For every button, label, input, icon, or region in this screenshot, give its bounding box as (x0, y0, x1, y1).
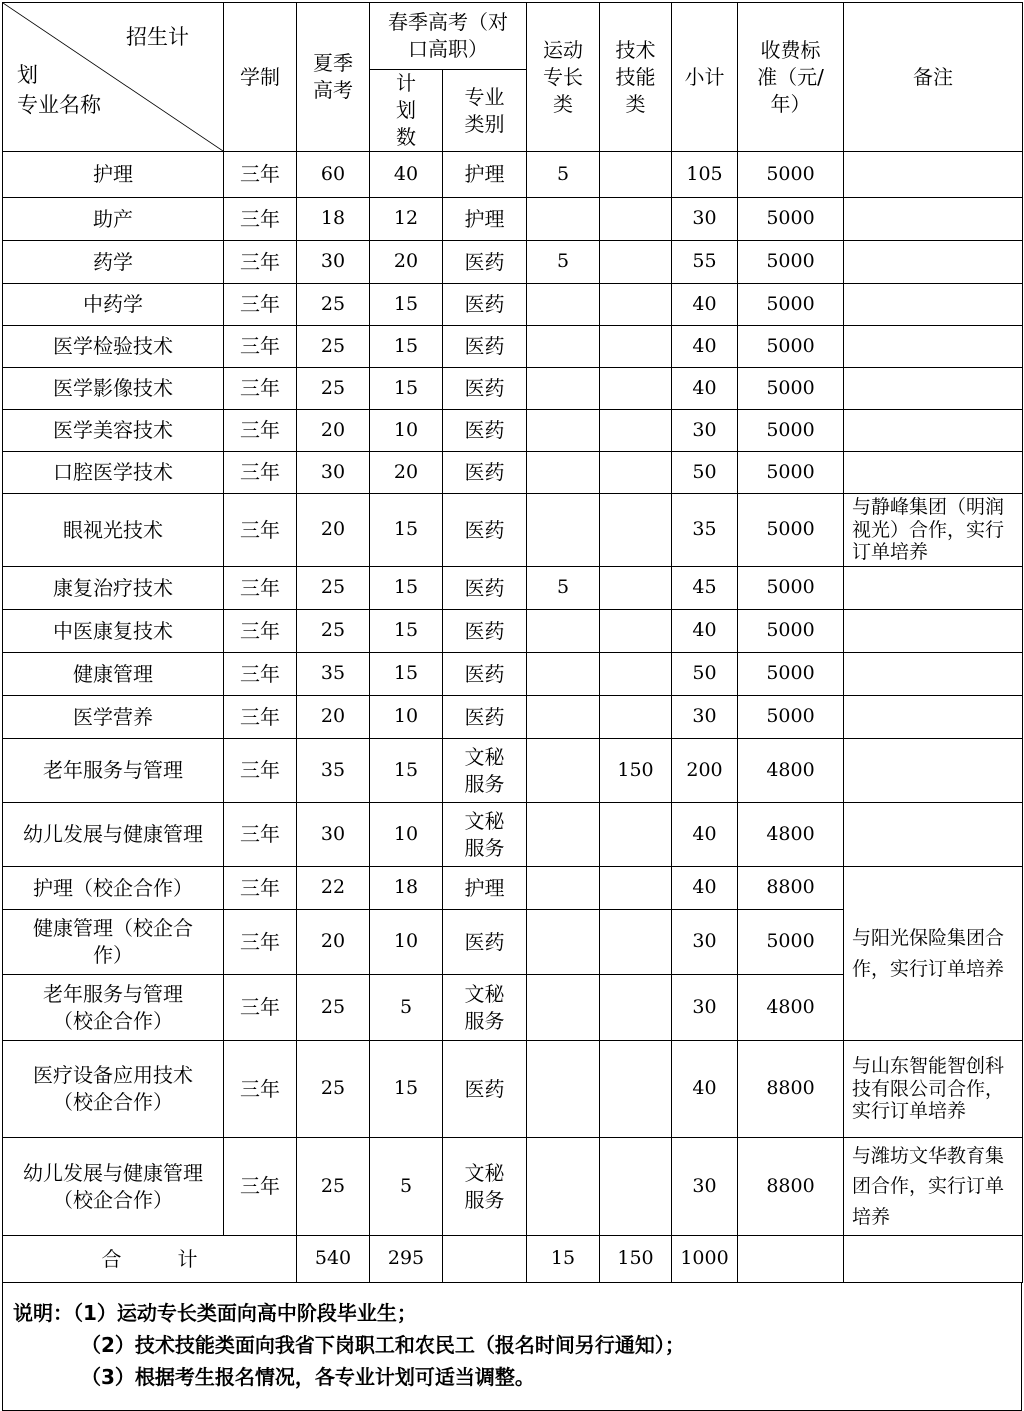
note-cell (844, 152, 1023, 198)
note-sunshine: 与阳光保险集团合作，实行订单培养 (844, 867, 1023, 1041)
sports-count (527, 198, 600, 241)
table-row (3, 739, 1023, 803)
major-name: 医学影像技术 (3, 368, 224, 410)
fee: 5000 (738, 653, 844, 696)
skills-count (600, 696, 672, 739)
subtotal: 40 (672, 803, 738, 867)
summer-count: 25 (297, 1138, 370, 1236)
duration: 三年 (224, 284, 297, 326)
summer-count: 18 (297, 198, 370, 241)
duration: 三年 (224, 610, 297, 653)
skills-count (600, 368, 672, 410)
major-name: 眼视光技术 (3, 494, 224, 567)
skills-count (600, 567, 672, 610)
subtotal: 50 (672, 653, 738, 696)
header-subtotal: 小计 (672, 3, 738, 152)
remark-line-3: （3）根据考生报名情况，各专业计划可适当调整。 (81, 1365, 535, 1389)
table-row (3, 368, 1023, 410)
fee: 5000 (738, 410, 844, 452)
major-name: 药学 (3, 241, 224, 284)
fee: 4800 (738, 975, 844, 1041)
table-row (3, 241, 1023, 284)
header-skills: 技术技能类 (600, 3, 672, 152)
fee: 5000 (738, 696, 844, 739)
summer-count: 25 (297, 368, 370, 410)
sports-count: 5 (527, 152, 600, 198)
major-name: 医疗设备应用技术（校企合作） (3, 1041, 224, 1138)
sports-count (527, 910, 600, 975)
sports-count (527, 1138, 600, 1236)
fee: 5000 (738, 494, 844, 567)
subtotal: 35 (672, 494, 738, 567)
table-row (3, 567, 1023, 610)
major-name: 口腔医学技术 (3, 452, 224, 494)
skills-count (600, 152, 672, 198)
skills-count (600, 326, 672, 368)
spring-count: 20 (370, 452, 443, 494)
subtotal: 40 (672, 284, 738, 326)
category: 医药 (443, 653, 527, 696)
note-cell (844, 739, 1023, 803)
duration: 三年 (224, 241, 297, 284)
skills-count (600, 410, 672, 452)
summer-count: 20 (297, 696, 370, 739)
remark-line-2: （2）技术技能类面向我省下岗职工和农民工（报名时间另行通知）； (81, 1333, 685, 1357)
subtotal: 30 (672, 975, 738, 1041)
category: 文秘服务 (443, 975, 527, 1041)
major-name: 中药学 (3, 284, 224, 326)
skills-count (600, 241, 672, 284)
note-cell (844, 241, 1023, 284)
category: 医药 (443, 1041, 527, 1138)
category: 医药 (443, 410, 527, 452)
spring-count: 10 (370, 410, 443, 452)
duration: 三年 (224, 494, 297, 567)
summer-count: 25 (297, 975, 370, 1041)
header-plan-label: 招生计 (126, 25, 189, 49)
header-plan-label-cont: 划 (17, 63, 38, 87)
sports-count (527, 368, 600, 410)
skills-count (600, 494, 672, 567)
spring-count: 15 (370, 284, 443, 326)
note-shandong: 与山东智能智创科技有限公司合作，实行订单培养 (844, 1041, 1023, 1138)
duration: 三年 (224, 326, 297, 368)
enrollment-plan-sheet (2, 2, 1022, 1389)
sports-count (527, 653, 600, 696)
note-eye-optics: 与静峰集团（明润视光）合作，实行订单培养 (844, 494, 1023, 567)
spring-count: 15 (370, 739, 443, 803)
subtotal: 105 (672, 152, 738, 198)
category: 文秘服务 (443, 739, 527, 803)
subtotal: 40 (672, 368, 738, 410)
note-cell (844, 696, 1023, 739)
table-row (3, 803, 1023, 867)
spring-count: 15 (370, 567, 443, 610)
fee: 4800 (738, 739, 844, 803)
duration: 三年 (224, 152, 297, 198)
major-name: 老年服务与管理 (3, 739, 224, 803)
sports-count (527, 739, 600, 803)
major-name: 幼儿发展与健康管理（校企合作） (3, 1138, 224, 1236)
header-duration: 学制 (224, 3, 297, 152)
spring-count: 15 (370, 494, 443, 567)
total-label-right: 计 (177, 1246, 198, 1271)
skills-count (600, 284, 672, 326)
subtotal: 30 (672, 696, 738, 739)
total-summer: 540 (297, 1236, 370, 1283)
header-row-1 (3, 3, 1023, 70)
total-note (844, 1236, 1023, 1283)
category: 医药 (443, 567, 527, 610)
subtotal: 30 (672, 198, 738, 241)
spring-count: 10 (370, 910, 443, 975)
header-spring-category: 专业类别 (443, 70, 527, 152)
total-category (443, 1236, 527, 1283)
sports-count (527, 326, 600, 368)
skills-count (600, 803, 672, 867)
duration: 三年 (224, 410, 297, 452)
note-cell (844, 368, 1023, 410)
skills-count (600, 975, 672, 1041)
note-cell (844, 284, 1023, 326)
major-name: 健康管理 (3, 653, 224, 696)
summer-count: 20 (297, 910, 370, 975)
fee: 4800 (738, 803, 844, 867)
duration: 三年 (224, 803, 297, 867)
sports-count (527, 803, 600, 867)
sports-count: 5 (527, 241, 600, 284)
skills-count (600, 1138, 672, 1236)
fee: 5000 (738, 567, 844, 610)
summer-count: 25 (297, 610, 370, 653)
duration: 三年 (224, 1041, 297, 1138)
category: 文秘服务 (443, 1138, 527, 1236)
sports-count (527, 975, 600, 1041)
total-spring: 295 (370, 1236, 443, 1283)
duration: 三年 (224, 567, 297, 610)
fee: 5000 (738, 326, 844, 368)
sports-count (527, 696, 600, 739)
table-row (3, 653, 1023, 696)
subtotal: 40 (672, 1041, 738, 1138)
total-label (3, 1236, 297, 1283)
table-row (3, 1138, 1023, 1236)
subtotal: 40 (672, 867, 738, 910)
remarks-box (2, 1283, 1022, 1411)
summer-count: 60 (297, 152, 370, 198)
header-note: 备注 (844, 3, 1023, 152)
duration: 三年 (224, 1138, 297, 1236)
spring-count: 15 (370, 1041, 443, 1138)
total-fee (738, 1236, 844, 1283)
subtotal: 55 (672, 241, 738, 284)
note-cell (844, 452, 1023, 494)
skills-count (600, 910, 672, 975)
subtotal: 30 (672, 410, 738, 452)
category: 护理 (443, 152, 527, 198)
fee: 5000 (738, 198, 844, 241)
summer-count: 20 (297, 410, 370, 452)
category: 医药 (443, 326, 527, 368)
duration: 三年 (224, 198, 297, 241)
major-name: 中医康复技术 (3, 610, 224, 653)
summer-count: 20 (297, 494, 370, 567)
spring-count: 20 (370, 241, 443, 284)
fee: 8800 (738, 1041, 844, 1138)
sports-count: 5 (527, 567, 600, 610)
category: 医药 (443, 696, 527, 739)
major-name: 康复治疗技术 (3, 567, 224, 610)
spring-count: 5 (370, 1138, 443, 1236)
subtotal: 200 (672, 739, 738, 803)
major-name: 健康管理（校企合作） (3, 910, 224, 975)
category: 医药 (443, 241, 527, 284)
table-row (3, 867, 1023, 910)
fee: 8800 (738, 867, 844, 910)
note-cell (844, 198, 1023, 241)
table-row (3, 326, 1023, 368)
category: 医药 (443, 494, 527, 567)
sports-count (527, 494, 600, 567)
sports-count (527, 452, 600, 494)
table-row (3, 198, 1023, 241)
table-row (3, 610, 1023, 653)
category: 医药 (443, 284, 527, 326)
summer-count: 25 (297, 1041, 370, 1138)
subtotal: 30 (672, 910, 738, 975)
skills-count (600, 610, 672, 653)
major-name: 医学营养 (3, 696, 224, 739)
table-row (3, 410, 1023, 452)
spring-count: 5 (370, 975, 443, 1041)
category: 文秘服务 (443, 803, 527, 867)
summer-count: 25 (297, 284, 370, 326)
sports-count (527, 410, 600, 452)
subtotal: 40 (672, 326, 738, 368)
subtotal: 40 (672, 610, 738, 653)
duration: 三年 (224, 975, 297, 1041)
skills-count (600, 452, 672, 494)
remark-line-1: 说明：（1）运动专长类面向高中阶段毕业生； (13, 1301, 417, 1325)
category: 医药 (443, 610, 527, 653)
duration: 三年 (224, 910, 297, 975)
note-cell (844, 326, 1023, 368)
skills-count (600, 867, 672, 910)
skills-count (600, 1041, 672, 1138)
spring-count: 15 (370, 653, 443, 696)
note-cell (844, 803, 1023, 867)
total-label-left: 合 (101, 1246, 122, 1271)
spring-count: 12 (370, 198, 443, 241)
fee: 5000 (738, 284, 844, 326)
duration: 三年 (224, 867, 297, 910)
header-sports: 运动专长类 (527, 3, 600, 152)
table-row (3, 1041, 1023, 1138)
category: 医药 (443, 368, 527, 410)
total-row (3, 1236, 1023, 1283)
major-name: 医学检验技术 (3, 326, 224, 368)
table-row (3, 494, 1023, 567)
spring-count: 10 (370, 696, 443, 739)
skills-count (600, 653, 672, 696)
sports-count (527, 867, 600, 910)
category: 护理 (443, 867, 527, 910)
header-summer-exam: 夏季高考 (297, 3, 370, 152)
subtotal: 45 (672, 567, 738, 610)
note-cell (844, 410, 1023, 452)
major-name: 护理 (3, 152, 224, 198)
spring-count: 15 (370, 326, 443, 368)
total-skills: 150 (600, 1236, 672, 1283)
note-cell (844, 653, 1023, 696)
summer-count: 30 (297, 452, 370, 494)
enrollment-plan-table (2, 2, 1023, 1283)
fee: 5000 (738, 610, 844, 653)
diagonal-header-cell (3, 3, 224, 152)
note-cell (844, 567, 1023, 610)
sports-count (527, 284, 600, 326)
sports-count (527, 1041, 600, 1138)
subtotal: 50 (672, 452, 738, 494)
spring-count: 18 (370, 867, 443, 910)
summer-count: 22 (297, 867, 370, 910)
spring-count: 15 (370, 610, 443, 653)
fee: 8800 (738, 1138, 844, 1236)
skills-count (600, 198, 672, 241)
duration: 三年 (224, 653, 297, 696)
fee: 5000 (738, 152, 844, 198)
fee: 5000 (738, 910, 844, 975)
fee: 5000 (738, 452, 844, 494)
table-row (3, 152, 1023, 198)
major-name: 医学美容技术 (3, 410, 224, 452)
summer-count: 30 (297, 241, 370, 284)
fee: 5000 (738, 241, 844, 284)
category: 医药 (443, 452, 527, 494)
summer-count: 25 (297, 567, 370, 610)
spring-count: 10 (370, 803, 443, 867)
major-name: 护理（校企合作） (3, 867, 224, 910)
table-row (3, 284, 1023, 326)
spring-count: 40 (370, 152, 443, 198)
header-major-name: 专业名称 (17, 93, 101, 117)
duration: 三年 (224, 696, 297, 739)
total-subtotal: 1000 (672, 1236, 738, 1283)
major-name: 老年服务与管理（校企合作） (3, 975, 224, 1041)
summer-count: 30 (297, 803, 370, 867)
spring-count: 15 (370, 368, 443, 410)
header-fee: 收费标准（元/年） (738, 3, 844, 152)
note-cell (844, 610, 1023, 653)
sports-count (527, 610, 600, 653)
header-spring-plan: 计划数 (370, 70, 443, 152)
note-weifang: 与潍坊文华教育集团合作，实行订单培养 (844, 1138, 1023, 1236)
summer-count: 35 (297, 653, 370, 696)
table-row (3, 696, 1023, 739)
duration: 三年 (224, 739, 297, 803)
category: 护理 (443, 198, 527, 241)
summer-count: 25 (297, 326, 370, 368)
summer-count: 35 (297, 739, 370, 803)
table-row (3, 452, 1023, 494)
subtotal: 30 (672, 1138, 738, 1236)
header-spring-exam: 春季高考（对口高职） (370, 3, 527, 70)
total-sports: 15 (527, 1236, 600, 1283)
duration: 三年 (224, 368, 297, 410)
duration: 三年 (224, 452, 297, 494)
major-name: 助产 (3, 198, 224, 241)
skills-count: 150 (600, 739, 672, 803)
category: 医药 (443, 910, 527, 975)
fee: 5000 (738, 368, 844, 410)
major-name: 幼儿发展与健康管理 (3, 803, 224, 867)
